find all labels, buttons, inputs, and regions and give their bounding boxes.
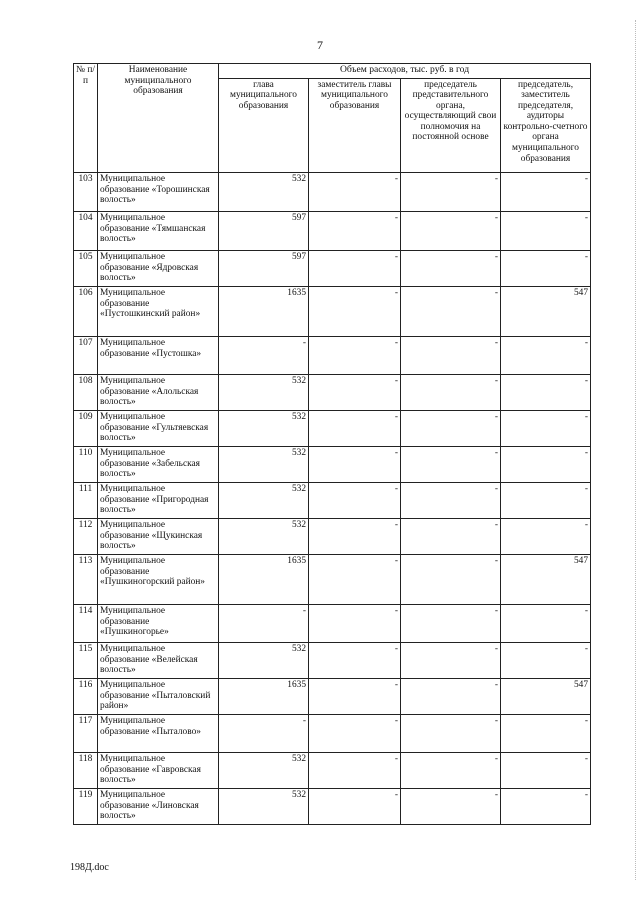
row-value-chairman: - — [401, 212, 501, 251]
row-number: 117 — [74, 715, 98, 753]
row-value-head: - — [219, 337, 309, 375]
row-value-head: - — [219, 605, 309, 643]
row-number: 104 — [74, 212, 98, 251]
file-name: 198Д.doc — [70, 862, 109, 873]
row-value-auditors: - — [501, 483, 591, 519]
row-value-auditors: - — [501, 375, 591, 411]
row-value-auditors: - — [501, 519, 591, 555]
row-value-deputy: - — [309, 643, 401, 679]
row-number: 108 — [74, 375, 98, 411]
row-name: Муниципальное образование «Гавровская волость» — [98, 753, 219, 789]
row-name: Муниципальное образование «Торошинская волость» — [98, 173, 219, 212]
row-value-chairman: - — [401, 483, 501, 519]
table-row — [74, 483, 591, 519]
table-row — [74, 643, 591, 679]
row-value-deputy: - — [309, 173, 401, 212]
row-value-chairman: - — [401, 375, 501, 411]
row-name: Муниципальное образование «Алольская волость» — [98, 375, 219, 411]
row-value-head: 1635 — [219, 287, 309, 337]
row-value-deputy: - — [309, 251, 401, 287]
row-number: 111 — [74, 483, 98, 519]
row-number: 109 — [74, 411, 98, 447]
row-number: 103 — [74, 173, 98, 212]
row-value-chairman: - — [401, 447, 501, 483]
row-value-auditors: 547 — [501, 555, 591, 605]
row-value-auditors: - — [501, 251, 591, 287]
page-edge-marks — [634, 20, 636, 880]
row-value-head: 532 — [219, 519, 309, 555]
row-value-head: 532 — [219, 643, 309, 679]
table-row — [74, 519, 591, 555]
row-value-auditors: - — [501, 447, 591, 483]
row-value-deputy: - — [309, 555, 401, 605]
row-name: Муниципальное образование «Линовская волость» — [98, 789, 219, 825]
row-value-chairman: - — [401, 411, 501, 447]
header-num: № п/п — [74, 64, 98, 173]
row-value-deputy: - — [309, 753, 401, 789]
row-value-head: 532 — [219, 483, 309, 519]
row-value-head: - — [219, 715, 309, 753]
row-value-head: 532 — [219, 753, 309, 789]
row-name: Муниципальное образование «Пыталовский район» — [98, 679, 219, 715]
table-row — [74, 753, 591, 789]
row-number: 118 — [74, 753, 98, 789]
row-number: 105 — [74, 251, 98, 287]
table-body — [74, 173, 591, 825]
table-row — [74, 337, 591, 375]
row-value-chairman: - — [401, 519, 501, 555]
row-value-auditors: - — [501, 212, 591, 251]
expenses-table — [73, 63, 591, 825]
table-row — [74, 287, 591, 337]
row-name: Муниципальное образование «Велейская волость» — [98, 643, 219, 679]
row-value-head: 532 — [219, 173, 309, 212]
row-value-chairman: - — [401, 173, 501, 212]
row-value-chairman: - — [401, 679, 501, 715]
header-col-head: глава муниципального образования — [219, 78, 309, 172]
row-number: 119 — [74, 789, 98, 825]
row-value-chairman: - — [401, 337, 501, 375]
row-name: Муниципальное образование «Гультяевская волость» — [98, 411, 219, 447]
row-value-deputy: - — [309, 679, 401, 715]
header-col-auditors: председатель, заместитель председателя, аудиторы контрольно-счетного органа муниципального образования — [501, 78, 591, 172]
row-name: Муниципальное образование «Пригородная волость» — [98, 483, 219, 519]
row-value-chairman: - — [401, 643, 501, 679]
table-row — [74, 605, 591, 643]
row-value-deputy: - — [309, 287, 401, 337]
row-number: 113 — [74, 555, 98, 605]
row-number: 112 — [74, 519, 98, 555]
table-row — [74, 679, 591, 715]
row-value-auditors: - — [501, 643, 591, 679]
row-value-auditors: - — [501, 173, 591, 212]
row-name: Муниципальное образование «Пушкиногорье» — [98, 605, 219, 643]
row-value-chairman: - — [401, 605, 501, 643]
row-number: 106 — [74, 287, 98, 337]
table-row — [74, 375, 591, 411]
row-name: Муниципальное образование «Щукинская волость» — [98, 519, 219, 555]
row-name: Муниципальное образование «Пустошка» — [98, 337, 219, 375]
table-row — [74, 173, 591, 212]
row-value-deputy: - — [309, 519, 401, 555]
row-value-head: 532 — [219, 447, 309, 483]
row-number: 116 — [74, 679, 98, 715]
row-value-auditors: - — [501, 789, 591, 825]
row-value-deputy: - — [309, 375, 401, 411]
row-value-auditors: - — [501, 753, 591, 789]
row-name: Муниципальное образование «Пушкиногорский район» — [98, 555, 219, 605]
row-value-head: 1635 — [219, 679, 309, 715]
row-value-auditors: - — [501, 715, 591, 753]
row-value-deputy: - — [309, 337, 401, 375]
header-col-chairman: председатель представительного органа, осуществляющий свои полномочия на постоянной основе — [401, 78, 501, 172]
row-number: 110 — [74, 447, 98, 483]
row-value-head: 597 — [219, 212, 309, 251]
row-name: Муниципальное образование «Тямшанская волость» — [98, 212, 219, 251]
row-value-auditors: - — [501, 337, 591, 375]
table-row — [74, 212, 591, 251]
table-row — [74, 251, 591, 287]
row-value-chairman: - — [401, 715, 501, 753]
expenses-table-wrapper — [73, 63, 591, 825]
row-name: Муниципальное образование «Забельская волость» — [98, 447, 219, 483]
table-row — [74, 447, 591, 483]
row-number: 114 — [74, 605, 98, 643]
table-row — [74, 555, 591, 605]
table-row — [74, 789, 591, 825]
row-value-deputy: - — [309, 411, 401, 447]
header-col-deputy: заместитель главы муниципального образования — [309, 78, 401, 172]
row-name: Муниципальное образование «Пустошкинский район» — [98, 287, 219, 337]
row-value-deputy: - — [309, 483, 401, 519]
row-value-deputy: - — [309, 212, 401, 251]
row-value-deputy: - — [309, 605, 401, 643]
row-value-chairman: - — [401, 287, 501, 337]
row-value-head: 532 — [219, 789, 309, 825]
page-number: 7 — [317, 38, 323, 52]
header-group: Объем расходов, тыс. руб. в год — [219, 64, 591, 79]
row-value-chairman: - — [401, 789, 501, 825]
row-value-auditors: - — [501, 411, 591, 447]
table-row — [74, 715, 591, 753]
row-number: 107 — [74, 337, 98, 375]
row-name: Муниципальное образование «Ядровская волость» — [98, 251, 219, 287]
row-value-head: 597 — [219, 251, 309, 287]
row-value-auditors: 547 — [501, 679, 591, 715]
row-value-deputy: - — [309, 447, 401, 483]
row-value-deputy: - — [309, 715, 401, 753]
row-value-chairman: - — [401, 555, 501, 605]
header-name: Наименование муниципального образования — [98, 64, 219, 173]
row-value-chairman: - — [401, 251, 501, 287]
row-value-auditors: 547 — [501, 287, 591, 337]
row-value-deputy: - — [309, 789, 401, 825]
row-value-head: 532 — [219, 375, 309, 411]
row-value-auditors: - — [501, 605, 591, 643]
row-value-head: 532 — [219, 411, 309, 447]
row-value-head: 1635 — [219, 555, 309, 605]
row-number: 115 — [74, 643, 98, 679]
row-value-chairman: - — [401, 753, 501, 789]
row-name: Муниципальное образование «Пыталово» — [98, 715, 219, 753]
table-row — [74, 411, 591, 447]
